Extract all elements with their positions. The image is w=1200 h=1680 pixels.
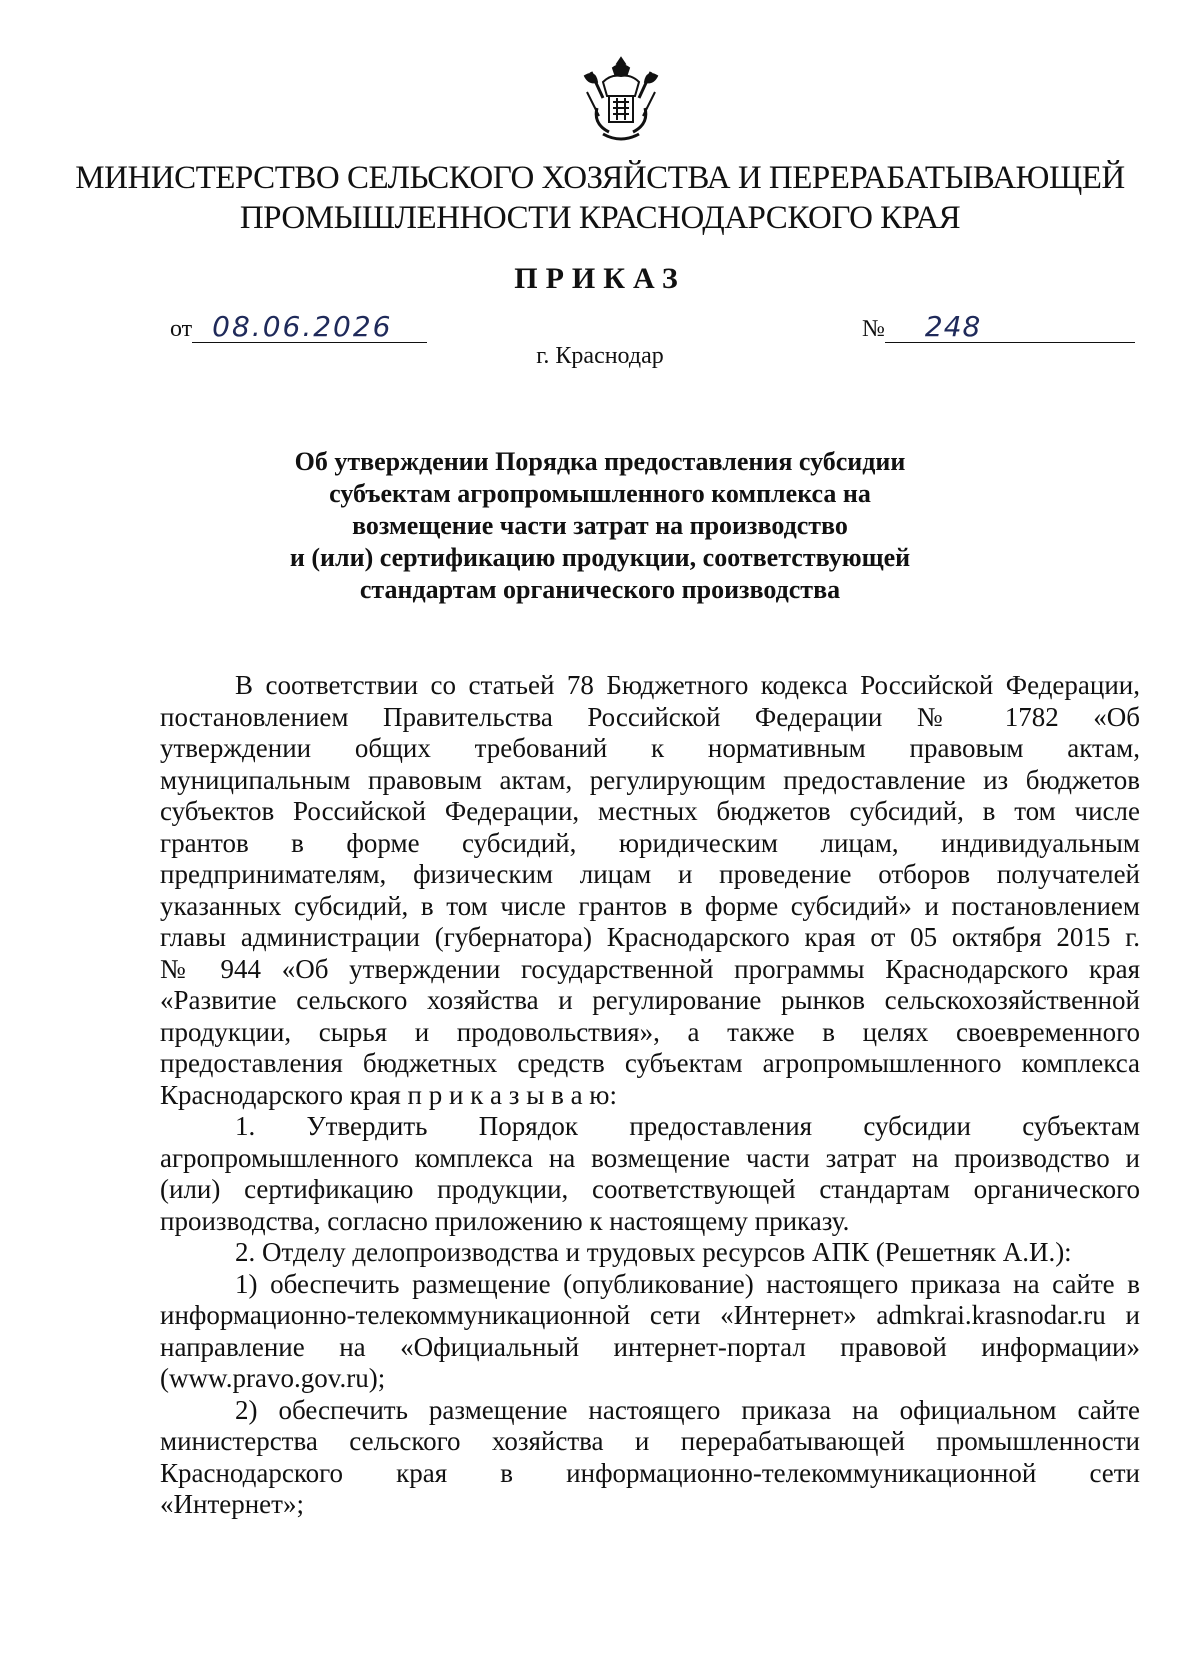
body-line: продукции, сырья и продовольствия», а также в целях своевременного (160, 1016, 1140, 1047)
title-line: возмещение части затрат на производство (352, 511, 848, 540)
body-line: 2) обеспечить размещение настоящего приказа на официальном сайте (235, 1394, 1140, 1425)
title-line: субъектам агропромышленного комплекса на (329, 479, 871, 508)
document-body (160, 670, 1140, 1521)
ministry-line-2: ПРОМЫШЛЕННОСТИ КРАСНОДАРСКОГО КРАЯ (239, 200, 961, 236)
handwritten-date: 08.06.2026 (192, 312, 427, 343)
body-line: В соответствии со статьей 78 Бюджетного кодекса Российской Федерации, (235, 670, 1140, 700)
body-line: № 944 «Об утверждении государственной программы Краснодарского края (160, 953, 1140, 984)
number-field (862, 312, 1135, 343)
body-line: Краснодарского края п р и к а з ы в а ю: (160, 1079, 617, 1110)
body-line: утверждении общих требований к нормативным правовым актам, (160, 733, 1140, 763)
body-line: (www.pravo.gov.ru); (160, 1363, 386, 1393)
body-line: «Интернет»; (160, 1489, 304, 1519)
body-line: 1. Утвердить Порядок предоставления субсидии субъектам (235, 1111, 1140, 1141)
body-line: информационно-телекоммуникационной сети «Интернет» admkrai.krasnodar.ru и (160, 1300, 1140, 1330)
body-line: грантов в форме субсидий, юридическим лицам, индивидуальным (160, 827, 1140, 858)
number-prefix: № (862, 316, 885, 342)
body-line: направление на «Официальный интернет-портал правовой информации» (160, 1331, 1140, 1362)
title-line: и (или) сертификацию продукции, соответствующей (289, 543, 911, 572)
date-field (170, 312, 427, 343)
title-line: Об утверждении Порядка предоставления субсидии (294, 447, 906, 476)
city-label: г. Краснодар (536, 343, 664, 369)
body-line: производства, согласно приложению к настоящему приказу. (160, 1205, 850, 1236)
body-line: главы администрации (губернатора) Краснодарского края от 05 октября 2015 г. (160, 922, 1140, 952)
date-prefix: от (170, 316, 193, 342)
body-line: предоставления бюджетных средств субъектам агропромышленного комплекса (160, 1048, 1140, 1078)
body-line: субъектов Российской Федерации, местных бюджетов субсидий, в том числе (160, 796, 1140, 826)
body-line: министерства сельского хозяйства и перерабатывающей промышленности (160, 1426, 1140, 1456)
body-line: агропромышленного комплекса на возмещение части затрат на производство и (160, 1142, 1140, 1173)
body-line: предпринимателям, физическим лицам и проведение отборов получателей (160, 859, 1140, 889)
body-line: (или) сертификацию продукции, соответствующей стандартам органического (160, 1174, 1140, 1204)
document-title (0, 446, 1200, 606)
body-line: 2. Отделу делопроизводства и трудовых ресурсов АПК (Решетняк А.И.): (235, 1237, 1072, 1267)
body-line: «Развитие сельского хозяйства и регулирование рынков сельскохозяйственной (160, 985, 1140, 1015)
body-line: постановлением Правительства Российской Федерации № 1782 «Об (160, 701, 1140, 732)
title-line: стандартам органического производства (359, 575, 841, 604)
document-type-heading: ПРИКАЗ (514, 262, 686, 295)
handwritten-number: 248 (885, 312, 1135, 343)
body-line: указанных субсидий, в том числе грантов в форме субсидий» и постановлением (160, 890, 1140, 921)
body-line: муниципальным правовым актам, регулирующим предоставление из бюджетов (160, 764, 1140, 795)
ministry-name (0, 158, 1200, 238)
body-line: Краснодарского края в информационно-телекоммуникационной сети (160, 1457, 1140, 1488)
krasnodar-coat-of-arms-icon (573, 52, 669, 148)
body-line: 1) обеспечить размещение (опубликование) настоящего приказа на сайте в (235, 1268, 1140, 1299)
ministry-line-1: МИНИСТЕРСТВО СЕЛЬСКОГО ХОЗЯЙСТВА И ПЕРЕРАБАТЫВАЮЩЕЙ (75, 160, 1125, 196)
